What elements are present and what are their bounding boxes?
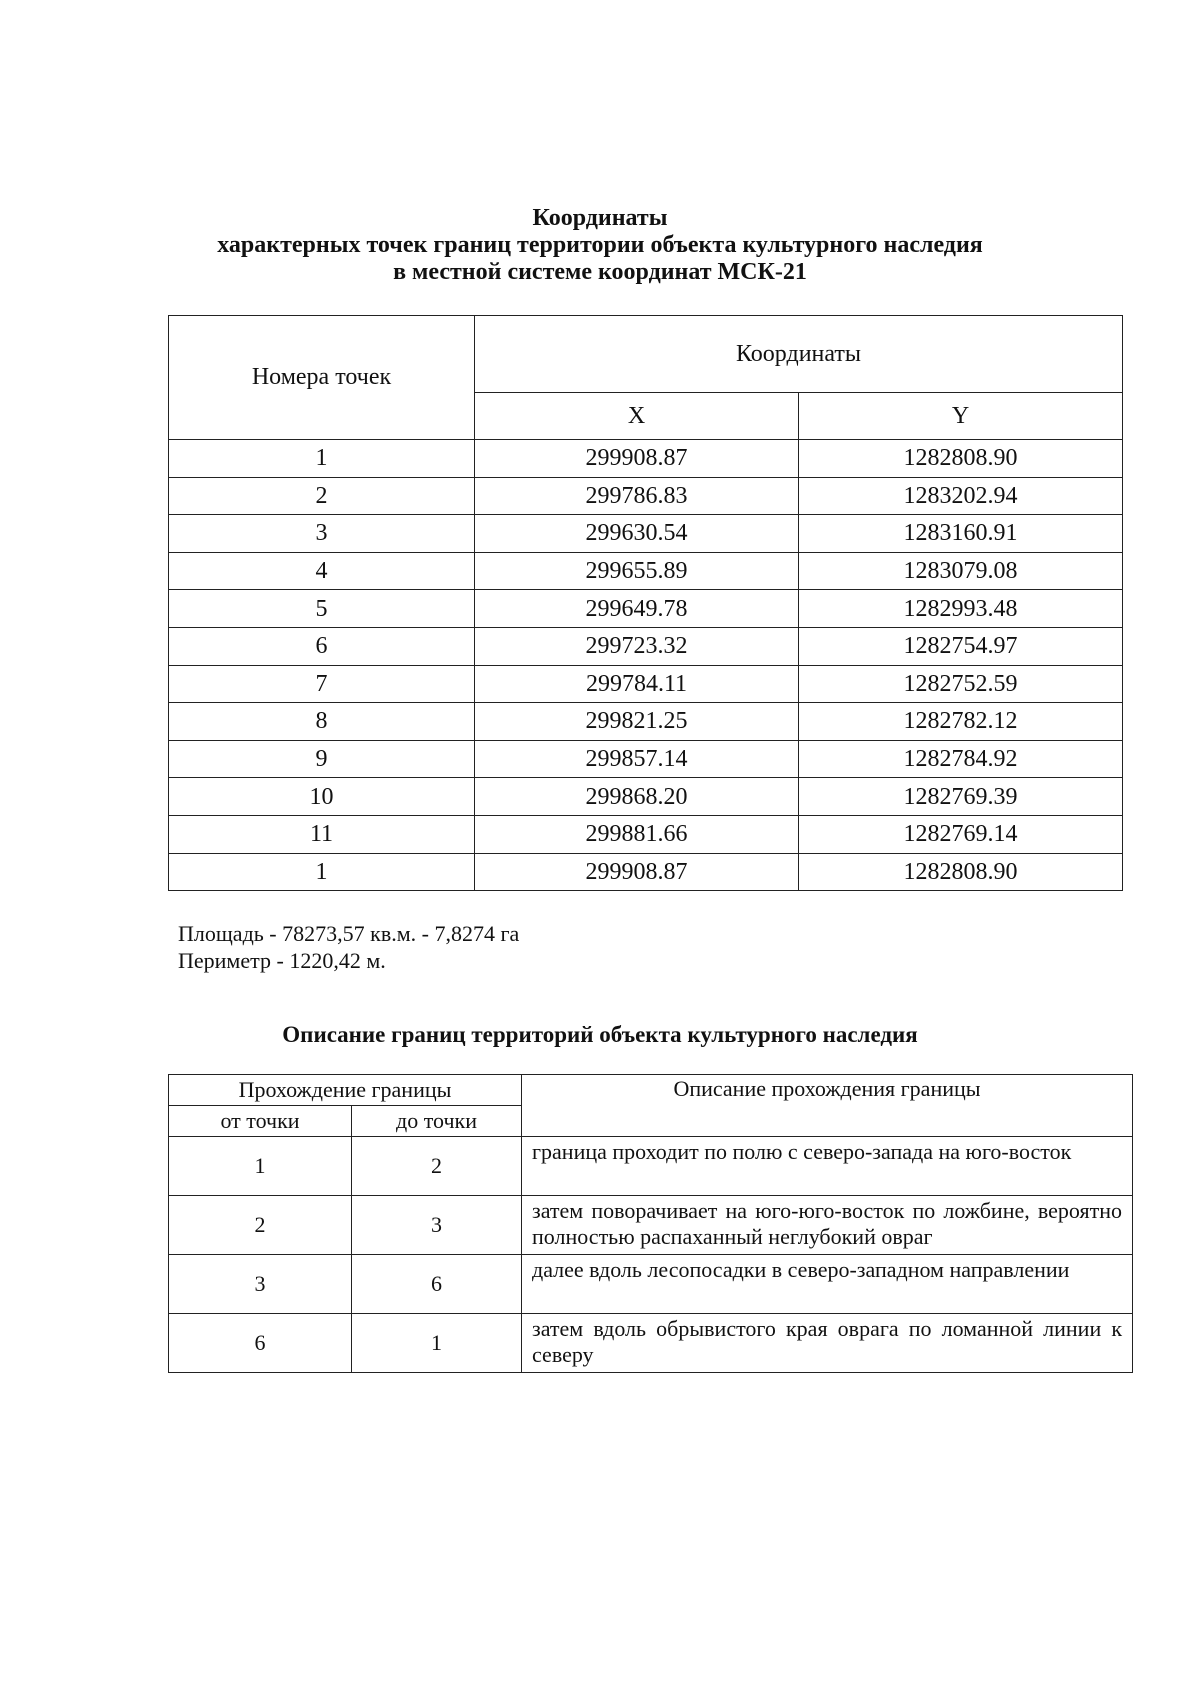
document-title <box>0 205 1200 286</box>
header-point-numbers: Номера точек <box>169 316 475 440</box>
point-number-cell: 4 <box>169 552 475 590</box>
description-cell: далее вдоль лесопосадки в северо-западном направлении <box>522 1255 1133 1314</box>
from-point-cell: 1 <box>169 1137 352 1196</box>
boundary-description-table <box>168 1074 1133 1373</box>
to-point-cell: 1 <box>352 1314 522 1373</box>
header-boundary-passage: Прохождение границы <box>169 1075 522 1106</box>
point-number-cell: 10 <box>169 778 475 816</box>
table-row <box>169 477 1123 515</box>
summary-block <box>178 920 519 974</box>
table-row <box>169 590 1123 628</box>
title-line-3: в местной системе координат МСК-21 <box>393 259 807 285</box>
from-point-cell: 6 <box>169 1314 352 1373</box>
from-point-cell: 2 <box>169 1196 352 1255</box>
title-line-1: Координаты <box>532 205 668 231</box>
table-row <box>169 1137 1133 1196</box>
x-coordinate-cell: 299655.89 <box>475 552 799 590</box>
table-row <box>169 815 1123 853</box>
table-row <box>169 1314 1133 1373</box>
y-coordinate-cell: 1282752.59 <box>799 665 1123 703</box>
table-row <box>169 627 1123 665</box>
y-coordinate-cell: 1282769.14 <box>799 815 1123 853</box>
description-cell: граница проходит по полю с северо-запада на юго-восток <box>522 1137 1133 1196</box>
title-line-2: характерных точек границ территории объекта культурного наследия <box>217 232 983 258</box>
y-coordinate-cell: 1282808.90 <box>799 853 1123 891</box>
table-row <box>169 740 1123 778</box>
table-row <box>169 703 1123 741</box>
to-point-cell: 3 <box>352 1196 522 1255</box>
header-to-point: до точки <box>352 1106 522 1137</box>
y-coordinate-cell: 1283202.94 <box>799 477 1123 515</box>
y-coordinate-cell: 1282754.97 <box>799 627 1123 665</box>
header-boundary-description: Описание прохождения границы <box>522 1075 1133 1137</box>
coordinates-table <box>168 315 1123 891</box>
x-coordinate-cell: 299908.87 <box>475 853 799 891</box>
point-number-cell: 6 <box>169 627 475 665</box>
header-coordinates: Координаты <box>475 316 1123 393</box>
header-y: Y <box>799 393 1123 440</box>
perimeter-text: Периметр - 1220,42 м. <box>178 948 386 973</box>
x-coordinate-cell: 299630.54 <box>475 515 799 553</box>
table-row <box>169 440 1123 478</box>
y-coordinate-cell: 1282993.48 <box>799 590 1123 628</box>
point-number-cell: 9 <box>169 740 475 778</box>
point-number-cell: 5 <box>169 590 475 628</box>
point-number-cell: 11 <box>169 815 475 853</box>
point-number-cell: 1 <box>169 853 475 891</box>
point-number-cell: 7 <box>169 665 475 703</box>
point-number-cell: 1 <box>169 440 475 478</box>
y-coordinate-cell: 1282782.12 <box>799 703 1123 741</box>
y-coordinate-cell: 1282784.92 <box>799 740 1123 778</box>
x-coordinate-cell: 299868.20 <box>475 778 799 816</box>
y-coordinate-cell: 1283160.91 <box>799 515 1123 553</box>
x-coordinate-cell: 299786.83 <box>475 477 799 515</box>
x-coordinate-cell: 299908.87 <box>475 440 799 478</box>
x-coordinate-cell: 299784.11 <box>475 665 799 703</box>
table-row <box>169 778 1123 816</box>
y-coordinate-cell: 1283079.08 <box>799 552 1123 590</box>
description-cell: затем поворачивает на юго-юго-восток по ложбине, вероятно полностью распаханный неглубокий овраг <box>522 1196 1133 1255</box>
x-coordinate-cell: 299857.14 <box>475 740 799 778</box>
header-from-point: от точки <box>169 1106 352 1137</box>
point-number-cell: 2 <box>169 477 475 515</box>
point-number-cell: 8 <box>169 703 475 741</box>
point-number-cell: 3 <box>169 515 475 553</box>
table-row <box>169 1196 1133 1255</box>
header-x: X <box>475 393 799 440</box>
x-coordinate-cell: 299649.78 <box>475 590 799 628</box>
table-row <box>169 1255 1133 1314</box>
to-point-cell: 2 <box>352 1137 522 1196</box>
x-coordinate-cell: 299881.66 <box>475 815 799 853</box>
y-coordinate-cell: 1282769.39 <box>799 778 1123 816</box>
x-coordinate-cell: 299821.25 <box>475 703 799 741</box>
table-row <box>169 665 1123 703</box>
x-coordinate-cell: 299723.32 <box>475 627 799 665</box>
description-cell: затем вдоль обрывистого края оврага по ломанной линии к северу <box>522 1314 1133 1373</box>
description-title: Описание границ территорий объекта культурного наследия <box>282 1022 918 1047</box>
y-coordinate-cell: 1282808.90 <box>799 440 1123 478</box>
table-row <box>169 853 1123 891</box>
to-point-cell: 6 <box>352 1255 522 1314</box>
table-row <box>169 552 1123 590</box>
area-text: Площадь - 78273,57 кв.м. - 7,8274 га <box>178 921 520 946</box>
from-point-cell: 3 <box>169 1255 352 1314</box>
table-row <box>169 515 1123 553</box>
